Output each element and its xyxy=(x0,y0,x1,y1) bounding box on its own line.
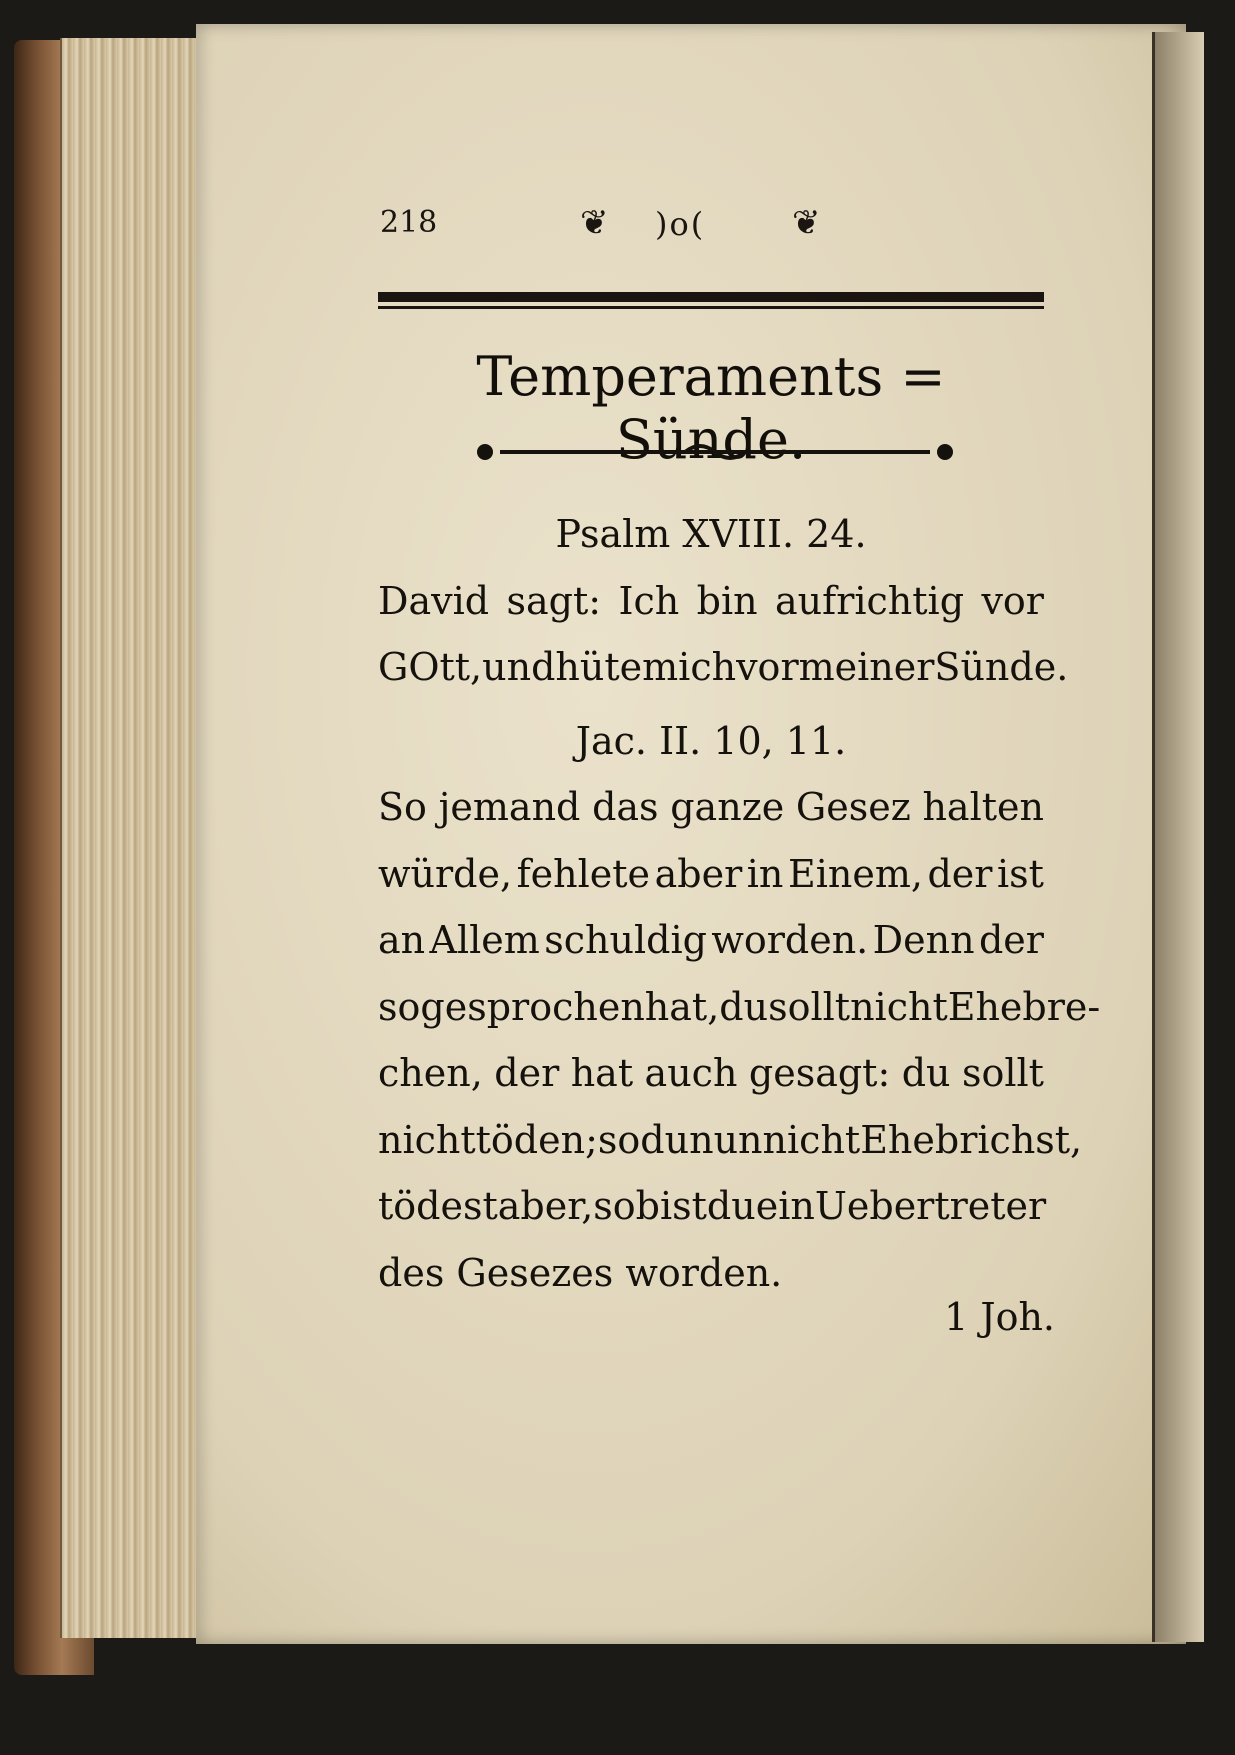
text-line-7: so gesprochen hat, du sollt nicht Ehe bre- xyxy=(378,985,1101,1029)
ornament-right-icon: ❦ xyxy=(792,203,821,243)
text-line-2: GOtt, und hüte mich vor meiner Sünde. xyxy=(378,645,1069,689)
facing-page-edge xyxy=(1152,32,1204,1642)
running-head: )o( xyxy=(655,205,706,243)
text-line-1: David sagt: Ich bin aufrichtig vor xyxy=(378,579,1044,623)
scripture-reference-james: Jac. II. 10, 11. xyxy=(575,719,847,763)
page-number: 218 xyxy=(380,205,438,240)
text-line-9: nicht töden; so du nun nicht Ehe brichst, xyxy=(378,1118,1083,1162)
page-header xyxy=(380,205,1080,245)
ornament-left-icon: ❦ xyxy=(580,203,609,243)
text-line-6: an Allem schuldig worden. Denn der xyxy=(378,918,1044,962)
header-rule-thin xyxy=(378,306,1044,309)
book-page xyxy=(196,24,1186,1644)
text-line-5: würde, fehlete aber in Einem, der ist xyxy=(378,852,1044,896)
catchword: 1 Joh. xyxy=(944,1295,1055,1339)
scripture-reference-psalm: Psalm XVIII. 24. xyxy=(555,512,867,556)
chapter-title: Temperaments = Sünde. xyxy=(476,345,946,471)
text-line-8: chen, der hat auch gesagt: du sollt xyxy=(378,1051,1044,1095)
text-line-4: So jemand das ganze Gesez halten xyxy=(378,785,1044,829)
header-rule xyxy=(378,292,1044,302)
text-line-11: des Gesezes worden. xyxy=(378,1251,783,1295)
text-line-10: tödest aber, so bist du ein Uebertreter xyxy=(378,1184,1047,1228)
flourish-divider-icon xyxy=(470,440,960,464)
